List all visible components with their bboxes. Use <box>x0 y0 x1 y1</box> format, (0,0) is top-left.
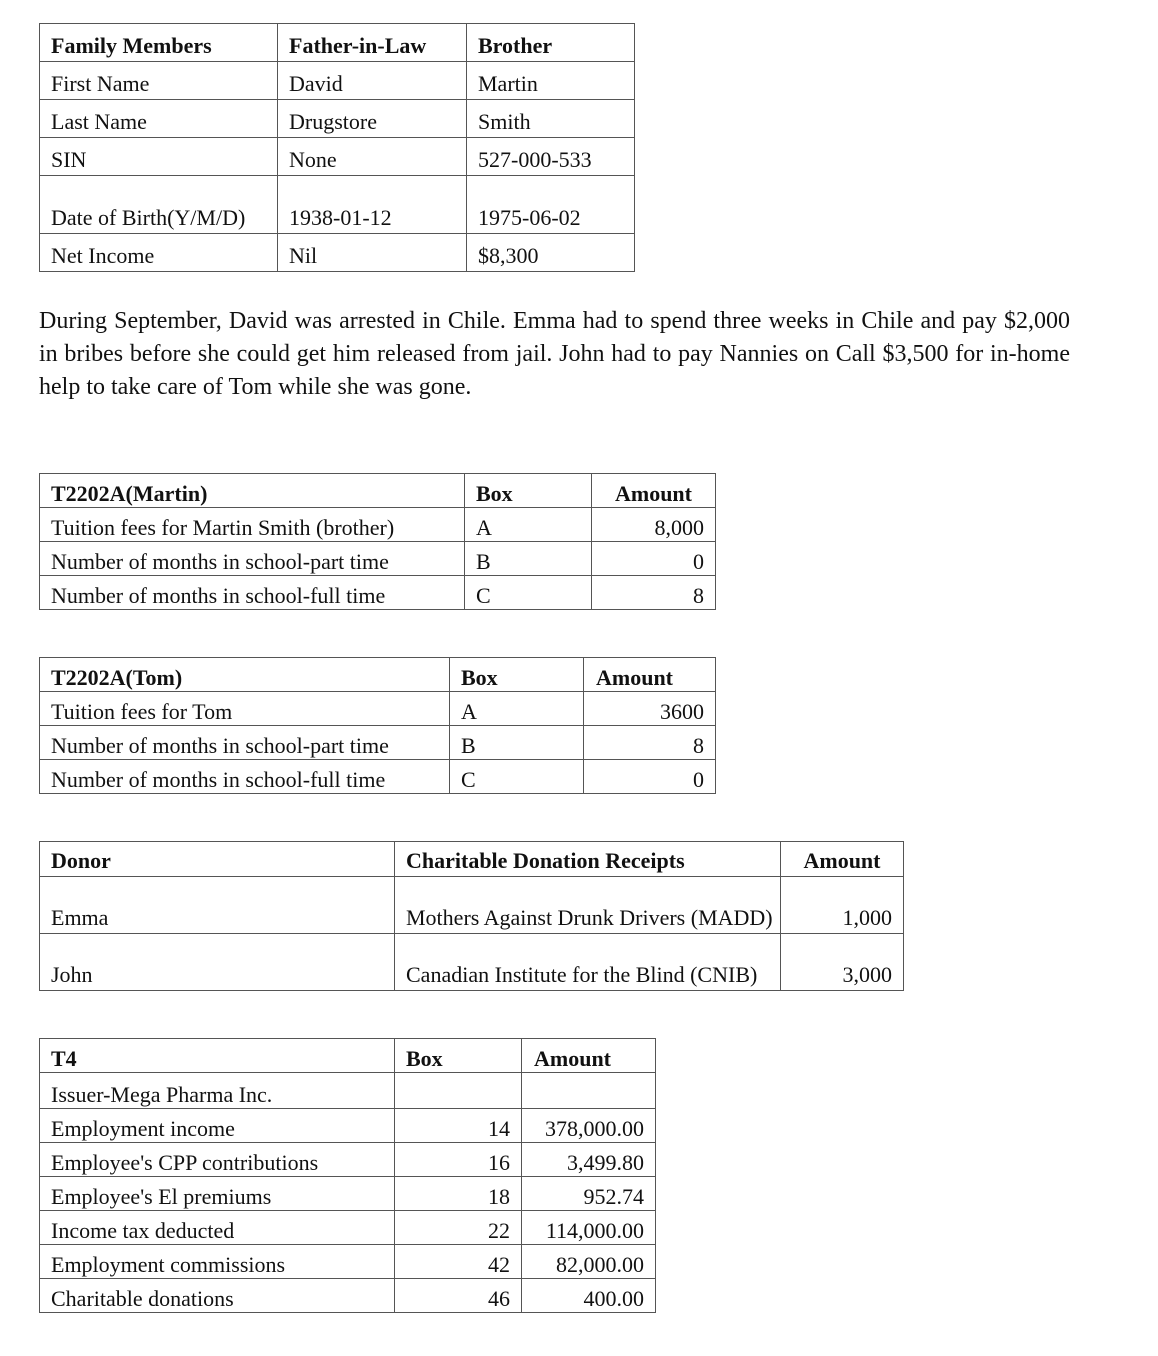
table-row <box>40 508 716 542</box>
t4-table <box>39 1038 656 1313</box>
amount-cell: 0 <box>584 760 716 794</box>
table-row <box>40 62 635 100</box>
receipt-cell: Canadian Institute for the Blind (CNIB) <box>395 934 781 991</box>
table-row <box>40 138 635 176</box>
header-cell: Box <box>465 474 592 508</box>
table-header-row <box>40 24 635 62</box>
header-cell: Amount <box>592 474 716 508</box>
table-header-row <box>40 1039 656 1073</box>
table-cell: Drugstore <box>278 100 467 138</box>
row-label: Employment commissions <box>40 1245 395 1279</box>
amount-cell: 952.74 <box>522 1177 656 1211</box>
row-label: SIN <box>40 138 278 176</box>
family-members-table <box>39 23 635 272</box>
amount-cell: 8 <box>592 576 716 610</box>
amount-cell: 378,000.00 <box>522 1109 656 1143</box>
header-cell: Amount <box>584 658 716 692</box>
amount-cell: 1,000 <box>781 877 904 934</box>
box-cell: B <box>450 726 584 760</box>
row-label: Number of months in school-full time <box>40 760 450 794</box>
box-cell: C <box>450 760 584 794</box>
table-row <box>40 1109 656 1143</box>
header-cell: T2202A(Tom) <box>40 658 450 692</box>
t2202a-martin-table <box>39 473 716 610</box>
table-row <box>40 100 635 138</box>
amount-cell: 400.00 <box>522 1279 656 1313</box>
header-cell: Brother <box>467 24 635 62</box>
donor-cell: Emma <box>40 877 395 934</box>
header-cell: Box <box>395 1039 522 1073</box>
table-cell: Smith <box>467 100 635 138</box>
table-row <box>40 877 904 934</box>
row-label: Number of months in school-full time <box>40 576 465 610</box>
row-label: First Name <box>40 62 278 100</box>
row-label: Net Income <box>40 234 278 272</box>
box-cell: 46 <box>395 1279 522 1313</box>
row-label: Number of months in school-part time <box>40 726 450 760</box>
box-cell: 42 <box>395 1245 522 1279</box>
table-header-row <box>40 842 904 877</box>
table-row <box>40 576 716 610</box>
table-row <box>40 1245 656 1279</box>
issuer-cell: Issuer-Mega Pharma Inc. <box>40 1073 395 1109</box>
table-header-row <box>40 658 716 692</box>
box-cell: A <box>450 692 584 726</box>
table-row <box>40 1279 656 1313</box>
amount-cell: 0 <box>592 542 716 576</box>
table-row <box>40 542 716 576</box>
table-cell: David <box>278 62 467 100</box>
row-label: Income tax deducted <box>40 1211 395 1245</box>
row-label: Last Name <box>40 100 278 138</box>
header-cell: Amount <box>781 842 904 877</box>
row-label: Charitable donations <box>40 1279 395 1313</box>
box-cell: 14 <box>395 1109 522 1143</box>
row-label: Number of months in school-part time <box>40 542 465 576</box>
box-cell: 22 <box>395 1211 522 1245</box>
row-label: Tuition fees for Tom <box>40 692 450 726</box>
table-cell: Martin <box>467 62 635 100</box>
table-header-row <box>40 474 716 508</box>
header-cell: Amount <box>522 1039 656 1073</box>
table-row <box>40 726 716 760</box>
table-row <box>40 1143 656 1177</box>
amount-cell: 3600 <box>584 692 716 726</box>
header-cell: Family Members <box>40 24 278 62</box>
box-cell: B <box>465 542 592 576</box>
row-label: Employment income <box>40 1109 395 1143</box>
table-row <box>40 234 635 272</box>
amount-cell: 114,000.00 <box>522 1211 656 1245</box>
table-row <box>40 176 635 234</box>
table-row <box>40 1177 656 1211</box>
row-label: Tuition fees for Martin Smith (brother) <box>40 508 465 542</box>
box-cell: A <box>465 508 592 542</box>
box-cell <box>395 1073 522 1109</box>
header-cell: T4 <box>40 1039 395 1073</box>
donor-cell: John <box>40 934 395 991</box>
table-row <box>40 760 716 794</box>
box-cell: C <box>465 576 592 610</box>
table-row <box>40 692 716 726</box>
scenario-paragraph: During September, David was arrested in Chile. Emma had to spend three weeks in Chile and pay $2,000 in bribes before she could get him released from jail. John had to pay Nannies on Call $3,500 for in-home help to take care of Tom while she was gone. <box>39 308 1070 400</box>
table-row <box>40 934 904 991</box>
header-cell: Donor <box>40 842 395 877</box>
amount-cell: 3,499.80 <box>522 1143 656 1177</box>
amount-cell: 82,000.00 <box>522 1245 656 1279</box>
table-cell: 1975-06-02 <box>467 176 635 234</box>
row-label: Employee's El premiums <box>40 1177 395 1211</box>
receipt-cell: Mothers Against Drunk Drivers (MADD) <box>395 877 781 934</box>
t2202a-tom-table <box>39 657 716 794</box>
table-cell: None <box>278 138 467 176</box>
box-cell: 16 <box>395 1143 522 1177</box>
amount-cell: 8,000 <box>592 508 716 542</box>
table-row <box>40 1073 656 1109</box>
amount-cell: 3,000 <box>781 934 904 991</box>
table-cell: 527-000-533 <box>467 138 635 176</box>
box-cell: 18 <box>395 1177 522 1211</box>
table-cell: $8,300 <box>467 234 635 272</box>
row-label: Date of Birth(Y/M/D) <box>40 176 278 234</box>
charitable-donations-table <box>39 841 904 991</box>
table-row <box>40 1211 656 1245</box>
header-cell: Charitable Donation Receipts <box>395 842 781 877</box>
amount-cell: 8 <box>584 726 716 760</box>
amount-cell <box>522 1073 656 1109</box>
row-label: Employee's CPP contributions <box>40 1143 395 1177</box>
header-cell: T2202A(Martin) <box>40 474 465 508</box>
header-cell: Father-in-Law <box>278 24 467 62</box>
table-cell: Nil <box>278 234 467 272</box>
table-cell: 1938-01-12 <box>278 176 467 234</box>
header-cell: Box <box>450 658 584 692</box>
